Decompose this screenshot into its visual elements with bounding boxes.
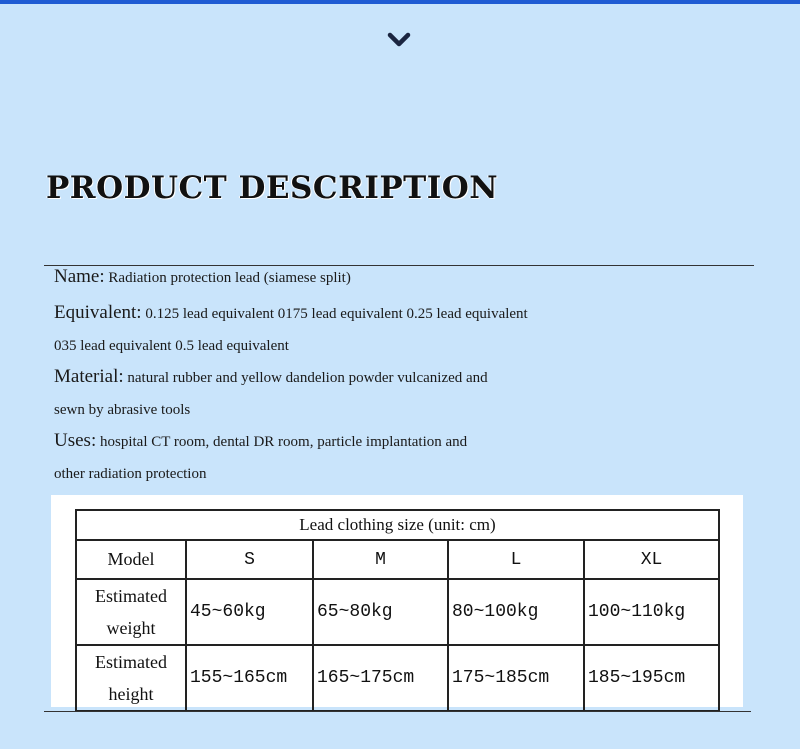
uses-label: Uses: <box>54 430 97 451</box>
equivalent-line <box>54 302 528 324</box>
size-header-s: S <box>186 540 313 579</box>
equivalent-label: Equivalent: <box>54 302 142 323</box>
name-value: Radiation protection lead (siamese split) <box>104 270 351 286</box>
uses-continued: other radiation protection <box>54 466 207 482</box>
size-header-m: M <box>313 540 448 579</box>
top-accent-bar <box>0 0 800 4</box>
chevron-down-icon[interactable] <box>387 30 411 50</box>
material-continued: sewn by abrasive tools <box>54 402 191 418</box>
material-label: Material: <box>54 366 124 387</box>
equivalent-continued: 035 lead equivalent 0.5 lead equivalent <box>54 338 289 354</box>
size-table <box>75 509 720 712</box>
uses-line <box>54 430 467 452</box>
weight-l: 80~100kg <box>448 579 584 645</box>
size-header-l: L <box>448 540 584 579</box>
height-xl: 185~195cm <box>584 645 719 711</box>
weight-row-label <box>76 579 186 645</box>
material-line <box>54 366 488 388</box>
weight-xl: 100~110kg <box>584 579 719 645</box>
divider <box>44 711 751 712</box>
height-s: 155~165cm <box>186 645 313 711</box>
height-label-line1: Estimated <box>95 652 167 672</box>
table-row <box>76 645 719 711</box>
table-row <box>76 579 719 645</box>
name-label: Name: <box>54 266 105 287</box>
weight-m: 65~80kg <box>313 579 448 645</box>
weight-label-line2: weight <box>106 618 156 638</box>
uses-value: hospital CT room, dental DR room, particle implantation and <box>96 434 468 450</box>
weight-s: 45~60kg <box>186 579 313 645</box>
height-label-line2: height <box>108 684 154 704</box>
material-value: natural rubber and yellow dandelion powder vulcanized and <box>123 370 488 386</box>
model-header: Model <box>76 540 186 579</box>
page-title: PRODUCT DESCRIPTION <box>46 170 499 206</box>
height-row-label <box>76 645 186 711</box>
size-table-panel <box>51 495 743 707</box>
height-l: 175~185cm <box>448 645 584 711</box>
weight-label-line1: Estimated <box>95 586 167 606</box>
table-caption: Lead clothing size (unit: cm) <box>76 510 719 540</box>
height-m: 165~175cm <box>313 645 448 711</box>
equivalent-value: 0.125 lead equivalent 0175 lead equivalent 0.25 lead equivalent <box>141 306 528 322</box>
table-header-row <box>76 540 719 579</box>
name-line <box>54 266 351 288</box>
size-header-xl: XL <box>584 540 719 579</box>
